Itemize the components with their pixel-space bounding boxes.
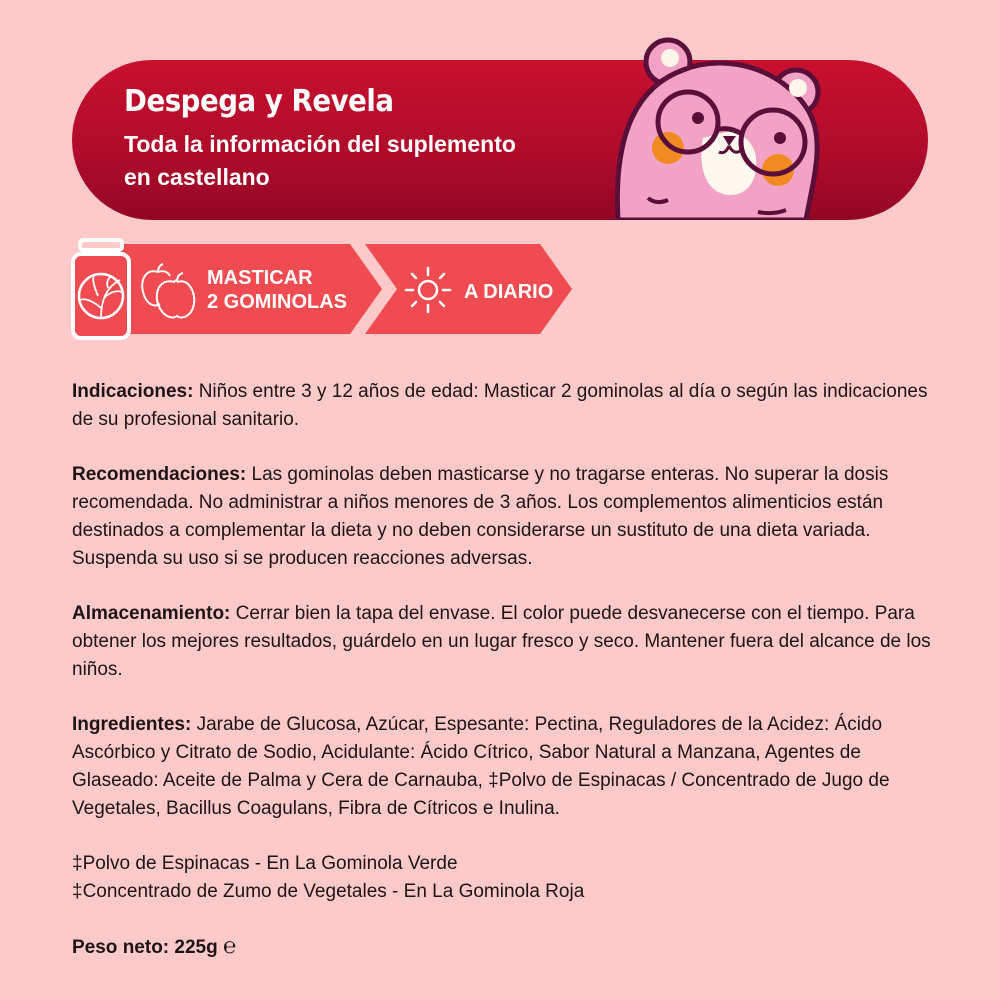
banner-subtitle-line1: Toda la información del suplemento [124,131,516,157]
section-almacenamiento [72,600,942,684]
dosage-step2: A DIARIO [464,281,554,303]
sun-icon [404,266,452,314]
almacenamiento-text: Cerrar bien la tapa del envase. El color puede desvanecerse con el tiempo. Para obtener los mejores resultados, guárdelo en un lugar fresco y seco. Mantener fuera del alcance de los niños. [72,603,931,680]
jar-icon [70,238,132,340]
bear-mascot-icon [608,30,838,220]
almacenamiento-label: Almacenamiento: [72,603,231,624]
banner-title: Despega y Revela [124,84,394,119]
net-weight [72,933,942,962]
footnotes [72,850,942,906]
recomendaciones-text: Las gominolas deben masticarse y no tragarse enteras. No superar la dosis recomendada. No administrar a niños menores de 3 años. Los complementos alimenticios están destinados a complementar la dieta y no deben considerarse un sustituto de una dieta variada. Suspenda su uso si se producen reacciones adversas. [72,464,889,569]
indicaciones-label: Indicaciones: [72,381,194,402]
indicaciones-text: Niños entre 3 y 12 años de edad: Masticar 2 gominolas al día o según las indicaciones de su profesional sanitario. [72,381,928,430]
dosage-step1-line2: 2 GOMINOLAS [207,291,348,313]
dosage-step1 [207,266,347,314]
ingredientes-label: Ingredientes: [72,714,192,735]
section-recomendaciones [72,461,942,573]
section-ingredientes [72,711,942,823]
footnote: ‡Concentrado de Zumo de Vegetales - En La Gominola Roja [72,881,585,902]
estimated-sign-icon: ℮ [223,934,237,959]
banner-subtitle [124,128,644,194]
section-indicaciones [72,378,942,434]
ingredientes-text: Jarabe de Glucosa, Azúcar, Espesante: Pectina, Reguladores de la Acidez: Ácido Ascórbico y Citrato de Sodio, Acidulante: Ácido Cítrico, Sabor Natural a Manzana, Agentes de Glaseado: Aceite de Palma y Cera de Carnauba, ‡Polvo de Espinacas / Concentrado de Jugo de Vegetales, Bacillus Coagulans, Fibra de Cítricos e Inulina. [72,714,890,819]
footnote: ‡Polvo de Espinacas - En La Gominola Verde [72,853,458,874]
dosage-step1-line1: MASTICAR [207,267,313,289]
banner-subtitle-line2: en castellano [124,164,270,190]
supplement-info [72,378,942,962]
apple-icon [140,262,196,320]
recomendaciones-label: Recomendaciones: [72,464,247,485]
net-weight-label: Peso neto: 225g [72,937,218,958]
